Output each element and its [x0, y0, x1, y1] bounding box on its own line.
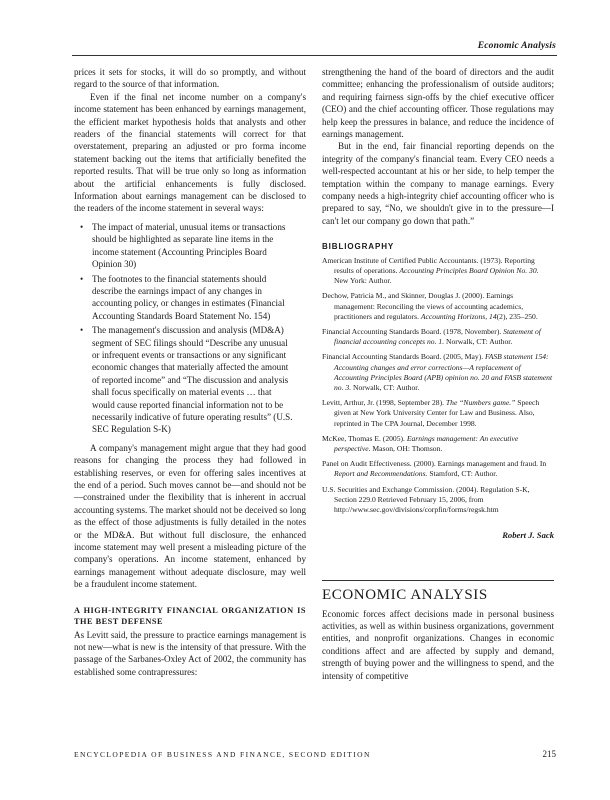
bibliography-list: [322, 256, 554, 515]
bibliography-entry: Levitt, Arthur, Jr. (1998, September 28). The “Numbers game.” Speech given at New York University Center for Law and Business. Also, reprinted in The CPA Journal, December 1998.: [322, 398, 540, 428]
bullet-icon: •: [80, 325, 84, 336]
page-footer: [74, 750, 556, 759]
book-title: ENCYCLOPEDIA OF BUSINESS AND FINANCE, SECOND EDITION: [74, 750, 371, 759]
bibliography-entry: American Institute of Certified Public Accountants. (1973). Reporting results of operations. Accounting Principles Board Opinion No. 30. New York: Author.: [322, 255, 539, 286]
paragraph: strengthening the hand of the board of directors and the audit committee; enhancing the professionalism of outside auditors; and requiring fairness sign-offs by the chief executive officer (CEO) and the chief accounting officer. Those regulations may help keep the pressures in balance, and reduce the incidence of earnings management.: [322, 67, 554, 140]
bibliography-entry: U.S. Securities and Exchange Commission. (2004). Regulation S-K, Section 229.0 Retrieved February 15, 2006, from http://www.sec.gov/divisions/corpfin/forms/regsk.htm: [322, 484, 530, 514]
paragraph: A company's management might argue that they had good reasons for changing the process they had followed in establishing reserves, or even for offering sales incentives at the end of a period. Such moves cannot be—and should not be—constrained under the flexibility that is inherent in accrual accounting systems. The market should not be deceived so long as the effect of those adjustments is fully detailed in the notes or the MD&A. But without full disclosure, the enhanced income statement may well present a misleading picture of the company's operations. An income statement, enhanced by earnings management without adequate disclosure, may well be a fraudulent income statement.: [74, 442, 306, 590]
subsection-heading: A HIGH-INTEGRITY FINANCIAL ORGANIZATION IS THE BEST DEFENSE: [74, 605, 306, 626]
bibliography-entry: Panel on Audit Effectiveness. (2000). Earnings management and fraud. In Report and Recommendations. Stamford, CT: Author.: [322, 459, 547, 479]
left-column: [74, 66, 306, 678]
bullet-icon: •: [80, 273, 84, 284]
bullet-list: [74, 221, 306, 436]
bibliography-entry: McKee, Thomas E. (2005). Earnings management: An executive perspective. Mason, OH: Thomson.: [322, 433, 519, 453]
list-item-text: The footnotes to the financial statements should describe the earnings impact of any changes in accounting policy, or changes in estimates (Financial Accounting Standards Board Statement No. 154): [92, 273, 285, 321]
list-item-text: The management's discussion and analysis (MD&A) segment of SEC filings should “Describe any unusual or infrequent events or transactions or any significant economic changes that materially affected the amount of reported income” and “The discussion and analysis shall focus specifically on material events … that would cause reported financial information not to be necessarily indicative of future operating results” (U.S. SEC Regulation S-K): [92, 325, 293, 435]
list-item-text: The impact of material, unusual items or transactions should be highlighted as separate line items in the income statement (Accounting Principles Board Opinion 30): [92, 221, 286, 270]
section-title: ECONOMIC ANALYSIS: [322, 580, 554, 604]
paragraph: As Levitt said, the pressure to practice earnings management is not new—what is new is the intensity of that pressure. With the passage of the Sarbanes-Oxley Act of 2002, the community has established some contrapressures:: [74, 629, 306, 677]
page-number: 215: [542, 749, 556, 759]
bullet-icon: •: [80, 221, 84, 232]
bibliography-entry: Dechow, Patricia M., and Skinner, Douglas J. (2000). Earnings management: Reconciling the views of accounting academics, practitioners and regulators. Accounting Horizons, 14(2), 235–250.: [322, 291, 538, 321]
paragraph: Even if the final net income number on a company's income statement has been enhanced by earnings management, the efficient market hypothesis holds that analysts and other readers of the financial statements will correct for that overstatement, preparing an adjusted or pro forma income statement backing out the items that artificially benefited the reported results. That will be true only so long as information about the artificial enhancements is fully disclosed. Information about earnings management can be disclosed to the readers of the income statement in several ways:: [74, 91, 306, 214]
paragraph: But in the end, fair financial reporting depends on the integrity of the company's financial team. Every CEO needs a well-respected accountant at his or her side, to help temper the temptation within the company to manage earnings. Every company needs a high-integrity chief accounting officer who is prepared to say, “No, we shouldn't give in to the pressure—I can't let our company go down that path.”: [322, 141, 554, 226]
bibliography-entry: Financial Accounting Standards Board. (1978, November). Statement of financial accounting concepts no. 1. Norwalk, CT: Author.: [322, 326, 541, 347]
list-item: [74, 273, 306, 323]
bibliography-entry: Financial Accounting Standards Board. (2005, May). FASB statement 154: Accounting changes and error corrections—A replacement of Accounting Principles Board (APB) opinion no. 20 and FASB statement no. 3. Norwalk, CT: Author.: [322, 352, 553, 392]
right-column: [322, 66, 554, 682]
bibliography-heading: BIBLIOGRAPHY: [322, 242, 395, 252]
list-item: [74, 221, 306, 271]
paragraph: prices it sets for stocks, it will do so promptly, and without regard to the source of that information.: [74, 67, 306, 90]
list-item: [74, 324, 306, 436]
paragraph: Economic forces affect decisions made in personal business activities, as well as within business organizations, government entities, and nonprofit organizations. Changes in economic conditions affect and are affected by supply and demand, strength of buying power and the willingness to spend, and the intensity of competitive: [322, 608, 554, 681]
header-rule: [72, 55, 557, 56]
running-head: Economic Analysis: [477, 41, 556, 51]
author-signature: Robert J. Sack: [502, 530, 554, 541]
